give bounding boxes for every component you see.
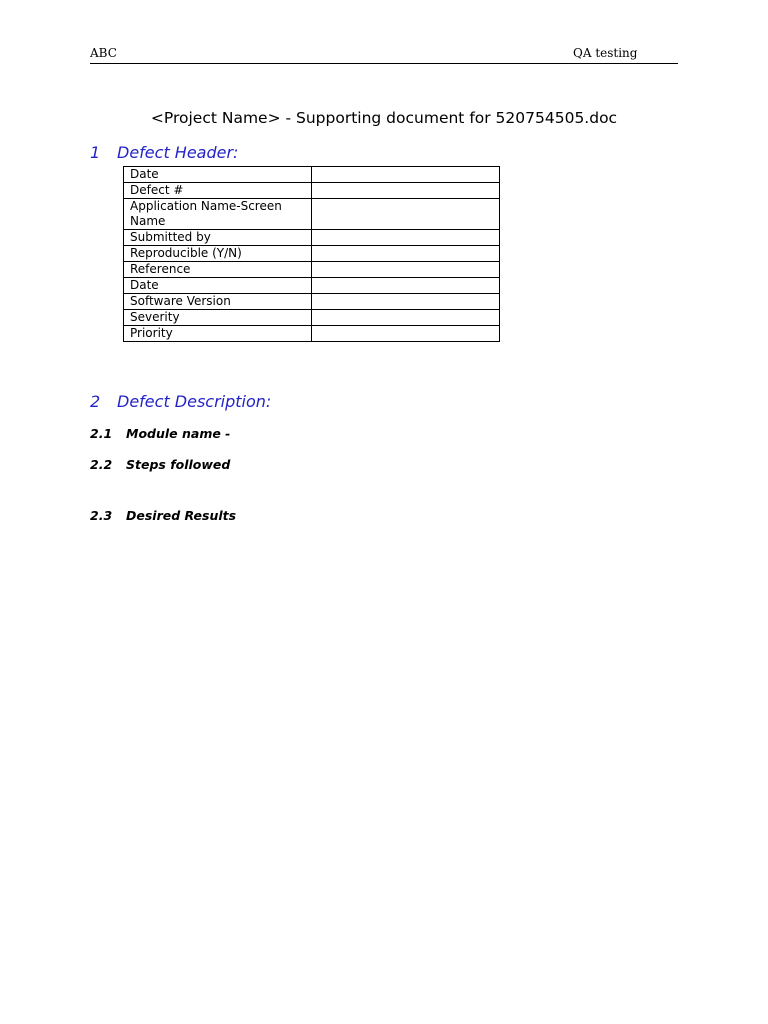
subsection-2-1 [90,426,230,441]
subsection-number: 2.1 [90,426,113,441]
subsection-2-3 [90,508,236,523]
row-value [312,183,500,199]
row-label: Software Version [124,294,312,310]
row-value [312,310,500,326]
section-2-heading [90,392,271,411]
row-label: Reproducible (Y/N) [124,246,312,262]
row-value [312,246,500,262]
row-label: Priority [124,326,312,342]
subsection-title: Desired Results [126,508,237,523]
row-value [312,199,500,230]
subsection-title: Steps followed [126,457,231,472]
row-label: Reference [124,262,312,278]
table-row [124,310,500,326]
section-1-title: Defect Header: [117,143,239,162]
row-value [312,278,500,294]
table-row [124,262,500,278]
table-row [124,326,500,342]
subsection-title: Module name - [126,426,231,441]
table-row [124,230,500,246]
table-row [124,167,500,183]
header-rule [90,63,678,64]
subsection-number: 2.3 [90,508,113,523]
row-value [312,326,500,342]
subsection-number: 2.2 [90,457,113,472]
document-title: <Project Name> - Supporting document for 520754505.doc [150,109,618,127]
table-row [124,199,500,230]
row-label: Application Name-Screen Name [124,199,312,230]
row-label: Severity [124,310,312,326]
row-value [312,230,500,246]
table-row [124,183,500,199]
row-label: Submitted by [124,230,312,246]
row-label: Date [124,278,312,294]
table-row [124,278,500,294]
row-value [312,294,500,310]
table-row [124,246,500,262]
row-value [312,167,500,183]
section-2-title: Defect Description: [117,392,272,411]
subsection-2-2 [90,457,230,472]
table-row [124,294,500,310]
section-1-heading [90,143,238,162]
row-value [312,262,500,278]
section-1-number: 1 [90,143,101,162]
defect-header-table [123,166,500,342]
row-label: Defect # [124,183,312,199]
page-header-left: ABC [90,46,117,60]
row-label: Date [124,167,312,183]
page-header-right: QA testing [573,46,638,60]
section-2-number: 2 [90,392,101,411]
